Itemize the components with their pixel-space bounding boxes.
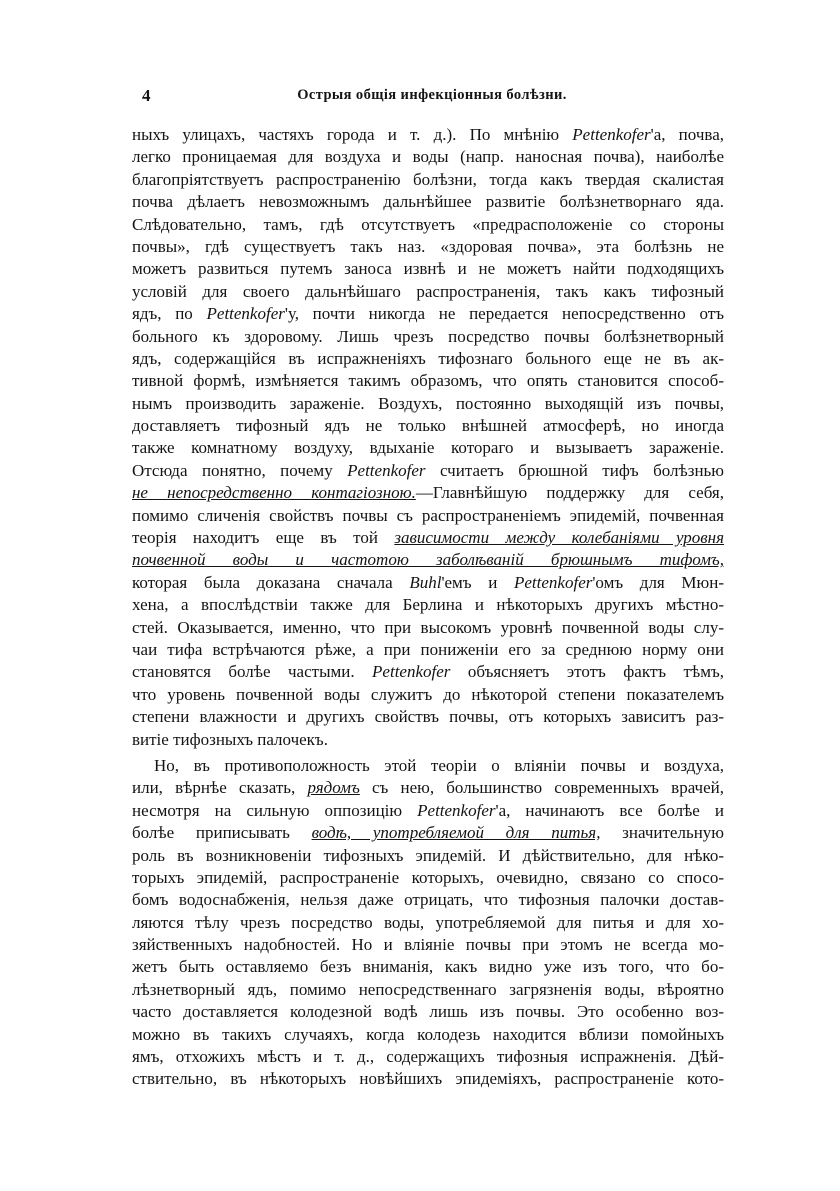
text-line <box>132 912 724 934</box>
text-run: можетъ развиться путемъ заноса извнѣ и не можетъ найти подходящихъ <box>132 259 724 279</box>
text-line <box>132 437 724 459</box>
text-run: 'у, почти никогда не передается непосредственно отъ <box>284 304 724 324</box>
text-line <box>132 281 724 303</box>
text-line <box>132 258 724 280</box>
text-run: —Главнѣйшую поддержку для себя, <box>415 483 724 503</box>
text-run: торыхъ эпидемій, распространеніе которыхъ, очевидно, связано со спосо- <box>132 867 724 887</box>
text-run: чаи тифа встрѣчаются рѣже, а при пониженіи его за среднюю норму они <box>132 639 724 659</box>
text-run: почвы», гдѣ существуетъ такъ наз. «здоровая почва», эта болѣзнь не <box>132 236 724 256</box>
text-run: Но, въ противоположность этой теоріи о вліяніи почвы и воздуха, <box>154 755 724 775</box>
emphasis-text: Pettenkofer <box>347 460 426 480</box>
text-run: 'а, почва, <box>650 125 724 144</box>
text-run: что уровень почвенной воды служитъ до нѣкоторой степени показателемъ <box>132 684 724 704</box>
paragraph <box>132 755 724 1091</box>
text-run: жетъ быть оставляемо безъ вниманія, какъ видно уже изъ того, что бо- <box>132 957 724 977</box>
text-line <box>132 1001 724 1023</box>
emphasis-text: Pettenkofer <box>514 572 593 592</box>
text-run: значительную <box>600 823 724 843</box>
text-run: ядъ, по <box>132 304 207 324</box>
text-run: бомъ водоснабженія, нельзя даже отрицать, что тифозныя палочки достав- <box>132 890 724 910</box>
text-line <box>132 800 724 822</box>
text-run: теорія находитъ еще въ той <box>132 528 395 548</box>
text-run: зяйственныхъ надобностей. Но и вліяніе почвы при этомъ не всегда мо- <box>132 935 724 955</box>
text-line <box>132 1068 724 1090</box>
body-text <box>132 124 724 1091</box>
emphasis-text: водѣ, употребляемой для питья, <box>311 823 601 843</box>
text-line <box>132 505 724 527</box>
emphasis-text: зависимости между колебаніями уровня <box>394 528 724 548</box>
text-line <box>132 370 724 392</box>
text-run: несмотря на сильную оппозицію <box>132 800 418 820</box>
text-line <box>132 706 724 728</box>
text-run: часто доставляется колодезной водѣ лишь изъ почвы. Это особенно воз- <box>132 1002 724 1022</box>
text-run: Слѣдовательно, тамъ, гдѣ отсутствуетъ «предрасположеніе со стороны <box>132 214 724 234</box>
text-line <box>132 639 724 661</box>
text-line <box>132 303 724 325</box>
text-run: легко проницаемая для воздуха и воды (напр. наносная почва), наиболѣе <box>132 147 724 167</box>
text-line <box>132 326 724 348</box>
text-line <box>132 956 724 978</box>
text-line <box>132 617 724 639</box>
text-run: 'а, начинаютъ все болѣе и <box>495 800 724 820</box>
text-run: также комнатному воздуху, вдыханіе котораго и вызываетъ зараженіе. <box>132 438 724 458</box>
text-line <box>132 214 724 236</box>
text-run: благопріятствуетъ распространенію болѣзни, тогда какъ твердая скалистая <box>132 169 724 189</box>
text-line <box>132 146 724 168</box>
text-run: ныхъ улицахъ, частяхъ города и т. д.). По мнѣнію <box>132 125 573 144</box>
text-run: витіе тифозныхъ палочекъ. <box>132 729 328 749</box>
text-line <box>132 415 724 437</box>
running-header <box>132 86 732 110</box>
text-line <box>132 867 724 889</box>
text-run: больного къ здоровому. Лишь чрезъ посредство почвы болѣзнетворный <box>132 326 724 346</box>
emphasis-text: Pettenkofer <box>572 125 651 144</box>
text-run: можно въ такихъ случаяхъ, когда колодезь находится вблизи помойныхъ <box>132 1024 724 1044</box>
text-run: становятся болѣе частыми. <box>132 662 373 682</box>
text-run: тивной формѣ, измѣняется такимъ образомъ, что опять становится способ- <box>132 371 724 391</box>
text-line <box>132 777 724 799</box>
text-run: доставляетъ тифозный ядъ не только внѣшней атмосферѣ, но иногда <box>132 416 724 436</box>
emphasis-text: почвенной воды и частотою заболѣваній брюшнымъ тифомъ, <box>132 550 724 570</box>
emphasis-text: рядомъ <box>307 778 360 798</box>
text-run: нымъ производить зараженіе. Воздухъ, постоянно выходящій изъ почвы, <box>132 393 724 413</box>
text-run: помимо сличенія свойствъ почвы съ распространеніемъ эпидемій, почвенная <box>132 505 724 525</box>
text-line <box>132 822 724 844</box>
text-run: ляются тѣлу чрезъ посредство воды, употребляемой для питья и для хо- <box>132 912 724 932</box>
text-run: роль въ возникновеніи тифозныхъ эпидемій. И дѣйствительно, для нѣко- <box>132 845 724 865</box>
text-run: степени влажности и другихъ свойствъ почвы, отъ которыхъ зависитъ раз- <box>132 707 724 727</box>
text-line <box>132 549 724 571</box>
text-run: болѣе приписывать <box>132 823 312 843</box>
page-number: 4 <box>142 86 151 105</box>
text-line <box>132 845 724 867</box>
text-line <box>132 755 724 777</box>
text-run: считаетъ брюшной тифъ болѣзнью <box>425 460 724 480</box>
text-line <box>132 1046 724 1068</box>
text-run: ямъ, отхожихъ мѣстъ и т. д., содержащихъ тифозныя испражненія. Дѣй- <box>132 1047 724 1067</box>
emphasis-text: Buhl <box>409 572 442 592</box>
text-line <box>132 169 724 191</box>
text-line <box>132 393 724 415</box>
emphasis-text: не непосредственно контагіозною. <box>132 483 416 503</box>
text-line <box>132 191 724 213</box>
emphasis-text: Pettenkofer <box>417 800 496 820</box>
text-line <box>132 1024 724 1046</box>
text-run: объясняетъ этотъ фактъ тѣмъ, <box>450 662 724 682</box>
text-line <box>132 979 724 1001</box>
emphasis-text: Pettenkofer <box>372 662 451 682</box>
text-run: почва дѣлаетъ невозможнымъ дальнѣйшее развитіе болѣзнетворнаго яда. <box>132 192 724 212</box>
text-line <box>132 934 724 956</box>
text-line <box>132 729 724 751</box>
text-run: условій для своего дальнѣйшаго распространенія, такъ какъ тифозный <box>132 281 724 301</box>
text-run: 'омъ для Мюн- <box>592 572 724 592</box>
text-run: лѣзнетворный ядъ, помимо непосредственнаго загрязненія воды, вѣроятно <box>132 979 724 999</box>
running-title: Острыя общія инфекціонныя болѣзни. <box>297 87 567 103</box>
text-run: съ нею, большинство современныхъ врачей, <box>359 778 724 798</box>
text-line <box>132 889 724 911</box>
text-run: стей. Оказывается, именно, что при высокомъ уровнѣ почвенной воды слу- <box>132 617 724 637</box>
text-line <box>132 236 724 258</box>
text-line <box>132 594 724 616</box>
text-line <box>132 482 724 504</box>
text-run: которая была доказана сначала <box>132 572 410 592</box>
text-run: Отсюда понятно, почему <box>132 460 348 480</box>
text-run: ядъ, содержащійся въ испражненіяхъ тифознаго больного еще не въ ак- <box>132 348 724 368</box>
paragraph <box>132 124 724 751</box>
emphasis-text: Pettenkofer <box>206 304 285 324</box>
text-line <box>132 527 724 549</box>
text-line <box>132 661 724 683</box>
text-run: 'емъ и <box>441 572 514 592</box>
text-run: или, вѣрнѣе сказать, <box>132 778 308 798</box>
text-line <box>132 572 724 594</box>
text-line <box>132 460 724 482</box>
text-run: ствительно, въ нѣкоторыхъ новѣйшихъ эпидеміяхъ, распространеніе кото- <box>132 1069 724 1089</box>
text-line <box>132 684 724 706</box>
text-line <box>132 348 724 370</box>
text-run: хена, а впослѣдствіи также для Берлина и нѣкоторыхъ другихъ мѣстно- <box>132 595 724 615</box>
text-line <box>132 124 724 146</box>
